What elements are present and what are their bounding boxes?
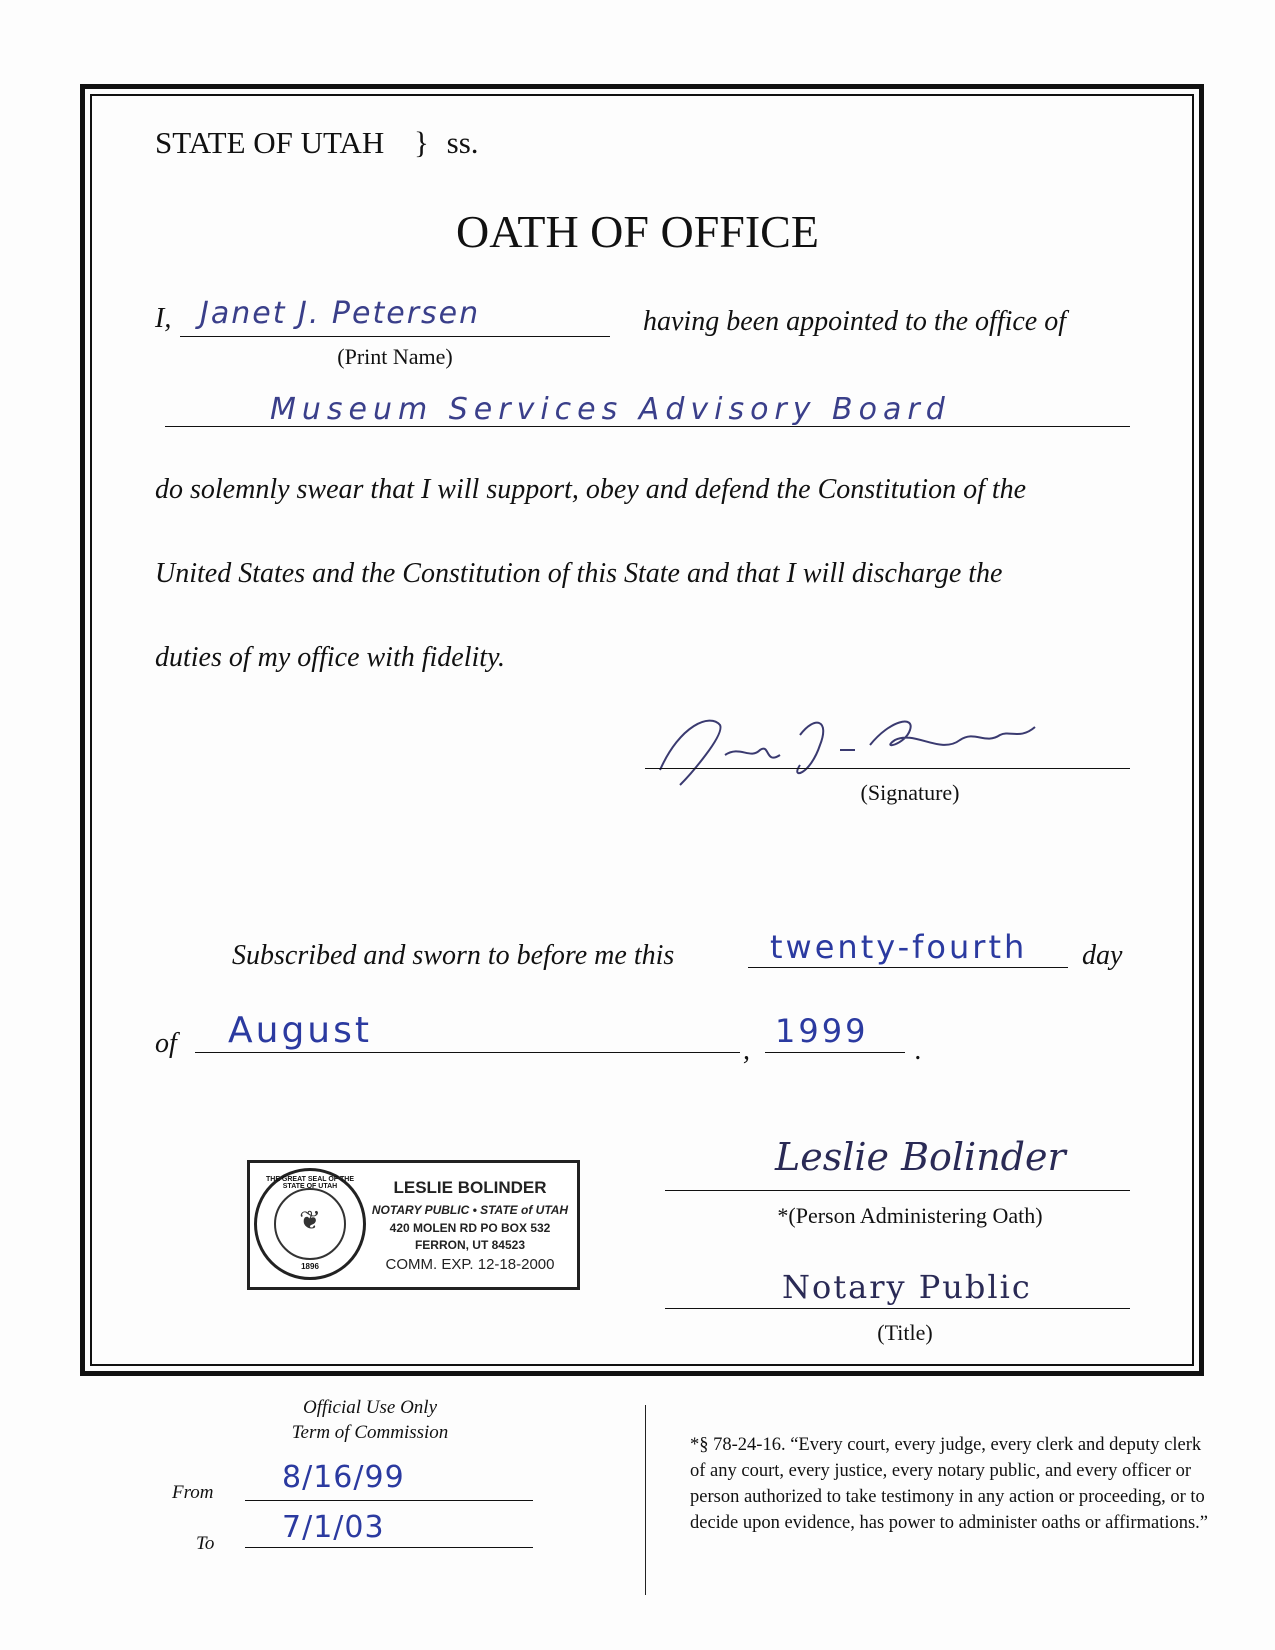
to-label: To <box>196 1533 215 1554</box>
day-value: twenty-fourth <box>770 928 1028 966</box>
notary-name: LESLIE BOLINDER <box>393 1178 547 1197</box>
from-value: 8/16/99 <box>282 1460 405 1495</box>
appointed-text: having been appointed to the office of <box>643 306 1067 337</box>
document-title: OATH OF OFFICE <box>456 206 819 257</box>
ss-abbrev: ss. <box>446 125 479 160</box>
term-heading: Term of Commission <box>291 1422 449 1443</box>
title-value: Notary Public <box>782 1268 1032 1306</box>
oath-line-1: do solemnly swear that I will support, obey and defend the Constitution of the <box>155 474 1027 505</box>
notary-address-2: FERRON, UT 84523 <box>414 1238 526 1252</box>
official-use-heading: Official Use Only <box>302 1397 438 1418</box>
notary-address-1: 420 MOLEN RD PO BOX 532 <box>389 1221 551 1235</box>
title-line <box>665 1308 1130 1309</box>
administering-signature-line <box>665 1190 1130 1191</box>
signature-label: (Signature) <box>860 780 960 805</box>
i-prefix: I, <box>155 303 172 334</box>
notary-comm-exp: COMM. EXP. 12-18-2000 <box>385 1256 555 1273</box>
administering-signature: Leslie Bolinder <box>775 1135 1066 1179</box>
day-suffix: day <box>1082 940 1123 971</box>
year-value: 1999 <box>775 1012 869 1050</box>
state-heading <box>155 125 479 161</box>
office-value: Museum Services Advisory Board <box>270 392 951 427</box>
notary-title: NOTARY PUBLIC • STATE of UTAH <box>371 1203 569 1217</box>
month-value: August <box>228 1010 372 1051</box>
print-name-value: Janet J. Petersen <box>200 296 481 331</box>
footer-divider <box>645 1405 646 1595</box>
period: . <box>915 1035 922 1066</box>
to-line <box>245 1547 533 1548</box>
seal-text: THE GREAT SEAL OF THE STATE OF UTAH <box>265 1176 355 1190</box>
year-line <box>765 1052 905 1053</box>
from-line <box>245 1500 533 1501</box>
from-label: From <box>172 1482 214 1503</box>
to-value: 7/1/03 <box>282 1510 385 1545</box>
eagle-icon: ❦ <box>299 1206 321 1235</box>
signature-line <box>645 768 1130 769</box>
oath-line-2: United States and the Constitution of this State and that I will discharge the <box>155 558 1003 589</box>
comma: , <box>743 1035 750 1066</box>
print-name-line <box>180 336 610 337</box>
title-label: (Title) <box>877 1320 933 1345</box>
brace: } <box>414 125 429 160</box>
of-prefix: of <box>155 1028 177 1059</box>
print-name-label: (Print Name) <box>337 344 453 369</box>
administering-label: *(Person Administering Oath) <box>777 1203 1043 1228</box>
state-name: STATE OF UTAH <box>155 125 385 160</box>
sworn-prefix: Subscribed and sworn to before me this <box>232 940 675 971</box>
day-line <box>748 967 1068 968</box>
oath-line-3: duties of my office with fidelity. <box>155 642 505 673</box>
month-line <box>195 1052 740 1053</box>
statute-footnote: *§ 78-24-16. “Every court, every judge, every clerk and deputy clerk of any court, every justice, every notary public, and every officer or person authorized to take testimony in any action or proceeding, or to decide upon evidence, has power to administer oaths or affirmations.” <box>690 1435 1209 1533</box>
seal-year: 1896 <box>301 1262 319 1271</box>
